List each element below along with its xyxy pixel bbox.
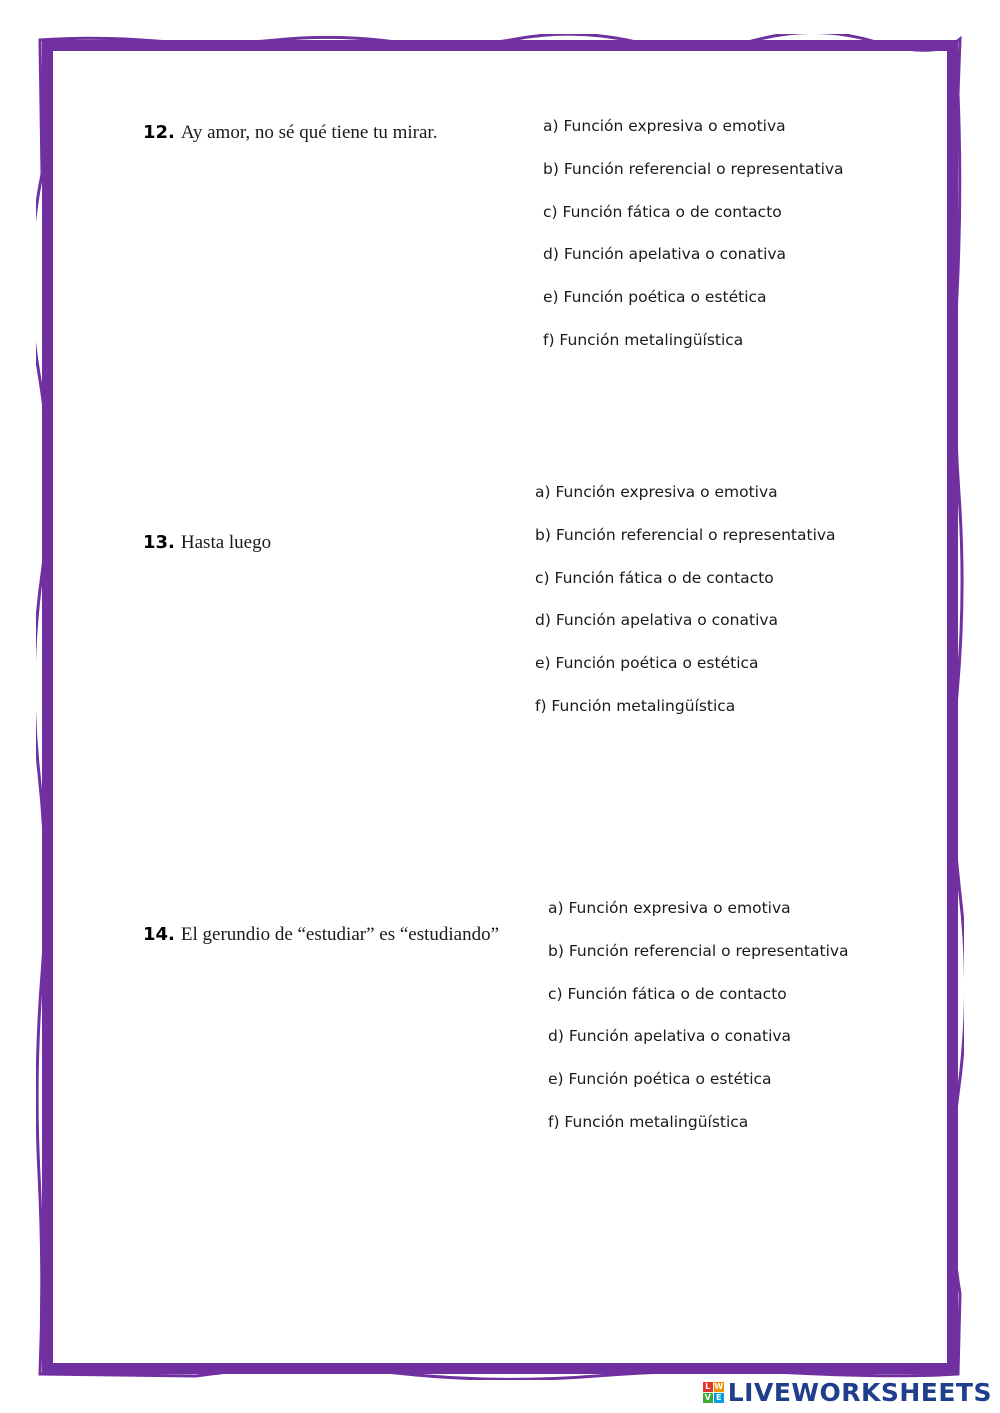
options-list-14 [548, 898, 849, 1155]
logo-mark-cell: W [714, 1382, 724, 1391]
option-c[interactable]: c) Función fática o de contacto [535, 568, 774, 587]
question-number: 12. [143, 122, 175, 143]
question-text: Ay amor, no sé qué tiene tu mirar. [180, 122, 438, 143]
option-a[interactable]: a) Función expresiva o emotiva [548, 899, 791, 917]
liveworksheets-logo [703, 1378, 992, 1407]
option-f[interactable]: f) Función metalingüística [548, 1112, 749, 1131]
question-13 [143, 532, 271, 554]
option-b[interactable]: b) Función referencial o representativa [535, 525, 836, 544]
option-a[interactable]: a) Función expresiva o emotiva [543, 117, 786, 135]
question-12 [143, 122, 437, 144]
question-14 [143, 924, 499, 946]
option-e[interactable]: e) Función poética o estética [543, 288, 767, 307]
option-b[interactable]: b) Función referencial o representativa [543, 159, 844, 178]
option-f[interactable]: f) Función metalingüística [535, 696, 736, 715]
question-text: Hasta luego [180, 532, 272, 553]
options-list-13 [535, 482, 836, 739]
logo-mark-cell: L [703, 1382, 713, 1392]
question-number: 13. [143, 532, 175, 553]
logo-text: LIVEWORKSHEETS [727, 1378, 992, 1407]
option-e[interactable]: e) Función poética o estética [535, 654, 759, 673]
option-d[interactable]: d) Función apelativa o conativa [535, 611, 779, 630]
options-list-12 [543, 116, 844, 373]
option-d[interactable]: d) Función apelativa o conativa [543, 245, 787, 264]
logo-mark-cell: E [714, 1393, 724, 1403]
option-c[interactable]: c) Función fática o de contacto [543, 202, 782, 221]
option-c[interactable]: c) Función fática o de contacto [548, 984, 787, 1003]
option-b[interactable]: b) Función referencial o representativa [548, 941, 849, 960]
question-text: El gerundio de “estudiar” es “estudiando” [180, 924, 500, 945]
option-d[interactable]: d) Función apelativa o conativa [548, 1027, 792, 1046]
logo-mark-cell: V [704, 1393, 711, 1402]
question-number: 14. [143, 924, 175, 945]
option-a[interactable]: a) Función expresiva o emotiva [535, 483, 778, 501]
logo-mark-icon [703, 1382, 724, 1403]
option-e[interactable]: e) Función poética o estética [548, 1070, 772, 1089]
option-f[interactable]: f) Función metalingüística [543, 330, 744, 349]
